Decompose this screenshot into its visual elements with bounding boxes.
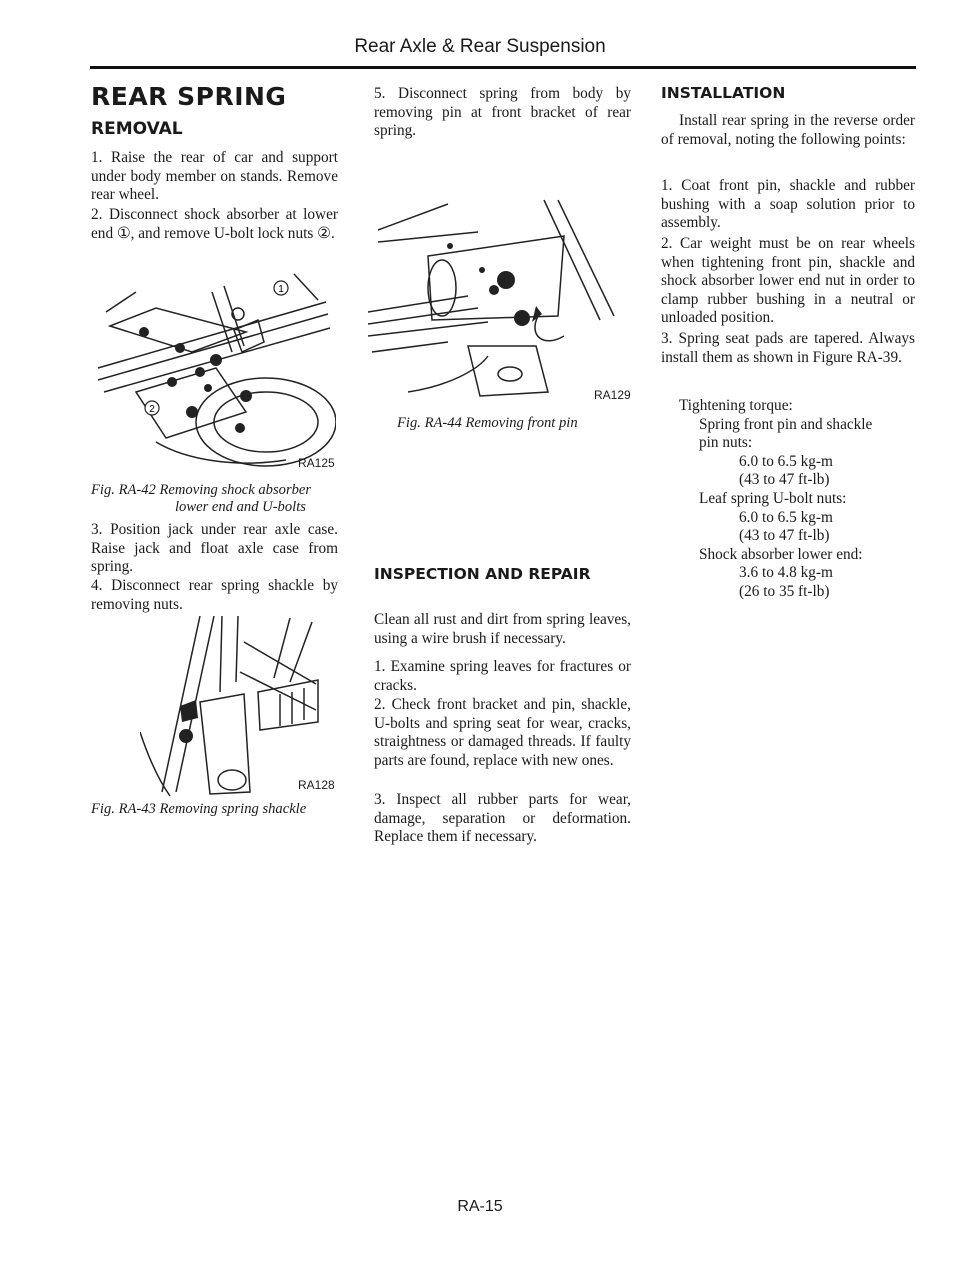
page-number: RA-15	[457, 1198, 503, 1215]
caption-line-1: Fig. RA-42 Removing shock absorber	[91, 482, 312, 498]
figure-caption-ra-44: Fig. RA-44 Removing front pin	[397, 415, 578, 431]
torque-item-1-value-a: 6.0 to 6.5 kg-m	[739, 452, 833, 470]
callout-2: 2	[149, 404, 155, 415]
figure-ra-44	[368, 196, 631, 408]
caption-line-2: lower end and U-bolts	[175, 499, 306, 515]
callout-1: 1	[278, 284, 284, 295]
section-title-rear-spring: REAR SPRING	[91, 82, 287, 111]
figure-ra-43	[140, 612, 335, 797]
heading-installation: INSTALLATION	[661, 84, 786, 102]
installation-step-3: 3. Spring seat pads are tapered. Always install them as shown in Figure RA-39.	[661, 330, 915, 366]
installation-step-1: 1. Coat front pin, shackle and rubber bushing with a soap solution prior to assembly.	[661, 177, 915, 232]
shock-absorber-illustration	[96, 272, 336, 472]
figure-caption-ra-43: Fig. RA-43 Removing spring shackle	[91, 801, 307, 817]
header-rule	[90, 66, 916, 69]
heading-removal: REMOVAL	[91, 119, 183, 139]
torque-item-1-value-b: (43 to 47 ft-lb)	[739, 471, 830, 489]
inspection-step-2: 2. Check front bracket and pin, shackle, U-bolts and spring seat for wear, cracks, straightness or damaged threads. If faulty parts are found, replace with new ones.	[374, 696, 631, 769]
inspection-intro: Clean all rust and dirt from spring leaves, using a wire brush if necessary.	[374, 611, 631, 647]
removal-step-1: 1. Raise the rear of car and support under body member on stands. Remove rear wheel.	[91, 149, 338, 204]
figure-code: RA129	[594, 388, 631, 402]
heading-inspection-and-repair: INSPECTION AND REPAIR	[374, 565, 591, 583]
figure-caption-ra-42	[91, 482, 338, 516]
installation-intro: Install rear spring in the reverse order of removal, noting the following points:	[661, 112, 915, 148]
torque-specs	[661, 397, 915, 602]
torque-item-3-value-a: 3.6 to 4.8 kg-m	[739, 564, 833, 582]
page-header: Rear Axle & Rear Suspension	[354, 36, 606, 57]
spring-shackle-illustration	[140, 612, 330, 797]
torque-item-1-label-b: pin nuts:	[699, 434, 753, 452]
removal-step-3: 3. Position jack under rear axle case. Raise jack and float axle case from spring.	[91, 521, 338, 576]
figure-code: RA128	[298, 778, 335, 792]
torque-item-2-value-b: (43 to 47 ft-lb)	[739, 527, 830, 545]
torque-item-3-value-b: (26 to 35 ft-lb)	[739, 582, 830, 600]
torque-item-2-value-a: 6.0 to 6.5 kg-m	[739, 508, 833, 526]
torque-item-2-label: Leaf spring U-bolt nuts:	[699, 489, 847, 507]
removal-step-4: 4. Disconnect rear spring shackle by removing nuts.	[91, 577, 338, 613]
torque-item-3-label: Shock absorber lower end:	[699, 545, 863, 563]
front-pin-illustration	[368, 196, 628, 408]
installation-step-2: 2. Car weight must be on rear wheels when tightening front pin, shackle and shock absorber lower end nut in order to clamp rubber bushing in a neutral or unloaded position.	[661, 235, 915, 327]
inspection-step-3: 3. Inspect all rubber parts for wear, damage, separation or deformation. Replace them if necessary.	[374, 791, 631, 846]
inspection-step-1: 1. Examine spring leaves for fractures or cracks.	[374, 658, 631, 694]
torque-item-1-label-a: Spring front pin and shackle	[699, 415, 873, 433]
figure-ra-42	[96, 272, 336, 472]
removal-step-2: 2. Disconnect shock absorber at lower end ①, and remove U-bolt lock nuts ②.	[91, 206, 338, 242]
removal-step-5: 5. Disconnect spring from body by removing pin at front bracket of rear spring.	[374, 85, 631, 140]
figure-code: RA125	[298, 456, 335, 470]
torque-title: Tightening torque:	[679, 397, 793, 414]
